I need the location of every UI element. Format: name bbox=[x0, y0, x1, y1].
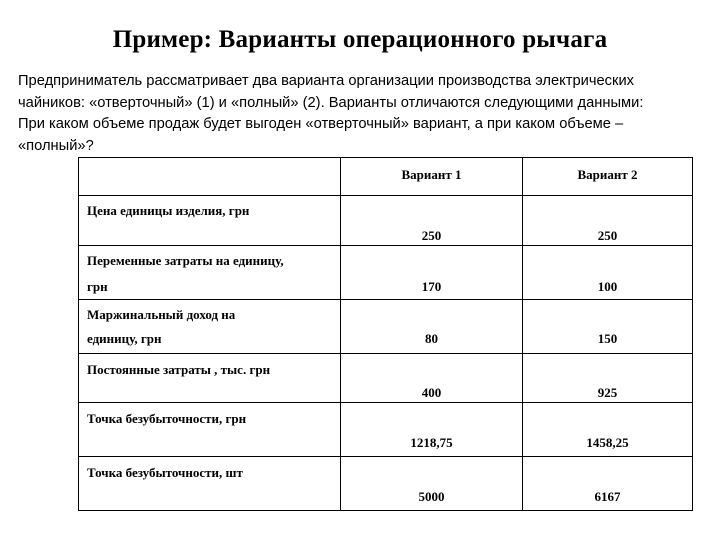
table-row bbox=[79, 246, 693, 300]
header-variant-1: Вариант 1 bbox=[341, 158, 523, 196]
variant-2-cell bbox=[523, 457, 693, 511]
variant-2-cell bbox=[523, 403, 693, 457]
variant-1-cell bbox=[341, 403, 523, 457]
variant-2-cell bbox=[523, 354, 693, 403]
row-label: Переменные затраты на единицу, bbox=[87, 253, 284, 268]
slide-title: Пример: Варианты операционного рычага bbox=[112, 26, 608, 53]
variant-2-cell bbox=[523, 300, 693, 354]
table-row bbox=[79, 354, 693, 403]
table-header-row bbox=[79, 158, 693, 196]
variant-2-value: 925 bbox=[597, 385, 618, 400]
row-label-cell bbox=[79, 300, 341, 354]
variant-1-cell bbox=[341, 354, 523, 403]
row-label-cell bbox=[79, 403, 341, 457]
table-row bbox=[79, 403, 693, 457]
row-label: Точка безубыточности, шт bbox=[87, 465, 243, 480]
header-corner-cell bbox=[79, 158, 341, 196]
row-label: грн bbox=[87, 279, 108, 294]
variant-2-cell bbox=[523, 196, 693, 246]
variant-1-cell bbox=[341, 196, 523, 246]
row-label: Постоянные затраты , тыс. грн bbox=[87, 362, 271, 377]
intro-paragraph bbox=[18, 71, 718, 157]
variant-1-value: 400 bbox=[421, 385, 442, 400]
intro-line: При каком объеме продаж будет выгоден «отверточный» вариант, а при каком объеме – bbox=[18, 116, 624, 132]
variant-1-value: 5000 bbox=[418, 489, 445, 504]
row-label: Точка безубыточности, грн bbox=[87, 411, 247, 426]
header-variant-2: Вариант 2 bbox=[523, 158, 693, 196]
variant-1-value: 1218,75 bbox=[410, 435, 453, 450]
variant-1-value: 170 bbox=[421, 279, 442, 294]
variant-2-value: 150 bbox=[597, 331, 618, 346]
variants-table bbox=[78, 157, 693, 511]
variant-1-value: 250 bbox=[421, 228, 442, 243]
row-label: Маржинальный доход на bbox=[87, 307, 236, 322]
table-row bbox=[79, 457, 693, 511]
variant-2-value: 1458,25 bbox=[586, 435, 629, 450]
variant-2-value: 100 bbox=[597, 279, 618, 294]
table-row bbox=[79, 196, 693, 246]
table-row bbox=[79, 300, 693, 354]
row-label-cell bbox=[79, 196, 341, 246]
variant-1-cell bbox=[341, 457, 523, 511]
row-label-cell bbox=[79, 457, 341, 511]
row-label: единицу, грн bbox=[87, 331, 162, 346]
intro-line: «полный»? bbox=[18, 137, 94, 154]
variant-1-cell bbox=[341, 246, 523, 300]
variant-2-value: 250 bbox=[597, 228, 618, 243]
variant-2-value: 6167 bbox=[594, 489, 621, 504]
intro-line: чайников: «отверточный» (1) и «полный» (2). Варианты отличаются следующими данными: bbox=[18, 94, 644, 111]
variant-1-cell bbox=[341, 300, 523, 354]
row-label-cell bbox=[79, 354, 341, 403]
intro-line: Предприниматель рассматривает два варианта организации производства электрических bbox=[18, 73, 634, 89]
row-label-cell bbox=[79, 246, 341, 300]
variant-2-cell bbox=[523, 246, 693, 300]
variant-1-value: 80 bbox=[425, 331, 438, 346]
row-label: Цена единицы изделия, грн bbox=[87, 203, 250, 218]
